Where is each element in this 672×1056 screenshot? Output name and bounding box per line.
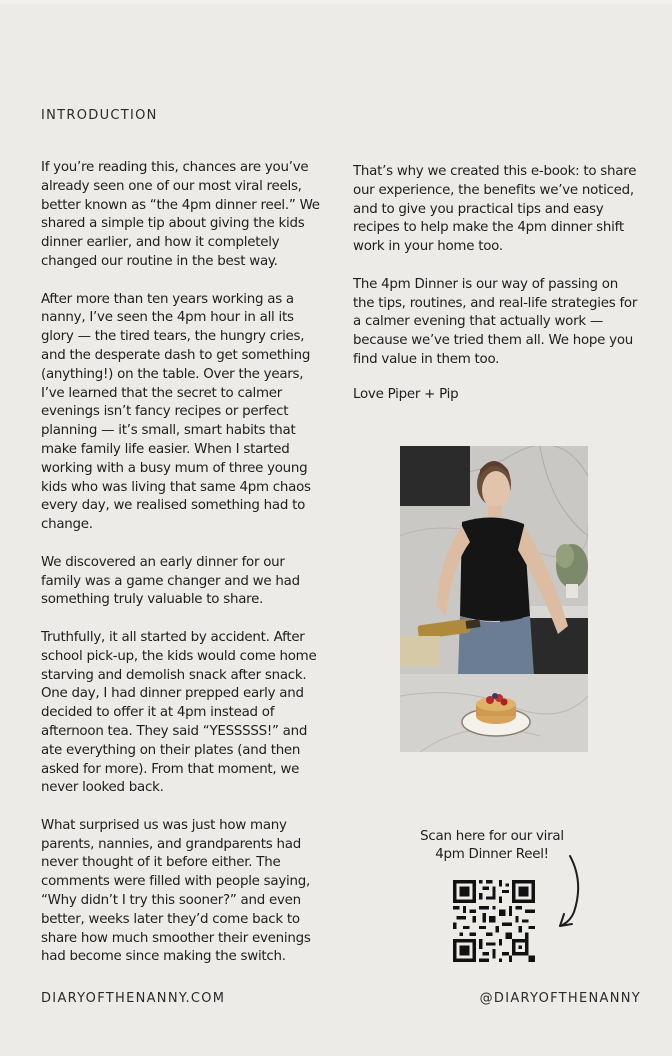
curved-arrow-icon	[548, 852, 588, 934]
qr-caption-line: 4pm Dinner Reel!	[435, 847, 549, 863]
paragraph: After more than ten years working as a nanny, I’ve seen the 4pm hour in all its glory — the tired tears, the hungry cries, and the desperate dash to get something (anything!) on the table. Over the years, I’ve learned that the secret to calmer evenings isn’t fancy recipes or perfect planning — it’s small, smart habits that make family life easier. When I started working with a busy mum of three young kids who was living that same 4pm chaos every day, we realised something had to change.	[41, 291, 311, 533]
signoff: Love Piper + Pip	[353, 387, 459, 402]
paragraph: Truthfully, it all started by accident. After school pick-up, the kids would come home starving and demolish snack after snack. One day, I had dinner prepped early and decided to offer it at 4pm instead of afternoon tea. They said “YESSSSS!” and ate everything on their plates (and then asked for more). From that moment, we never looked back.	[41, 629, 317, 796]
left-column	[41, 159, 327, 986]
paragraph: If you’re reading this, chances are you’ve already seen one of our most viral reels, better known as “the 4pm dinner reel.” We shared a simple tip about giving the kids dinner earlier, and how it completely changed our routine in the best way.	[41, 160, 320, 269]
right-column	[353, 163, 639, 389]
qr-code[interactable]	[453, 880, 535, 962]
section-heading: INTRODUCTION	[41, 108, 158, 123]
author-photo	[400, 446, 588, 752]
website-link[interactable]: DIARYOFTHENANNY.COM	[41, 991, 226, 1006]
paragraph: What surprised us was just how many parents, nannies, and grandparents had never thought of it before either. The comments were filled with people saying, “Why didn’t I try this sooner?” and even better, weeks later they’d come back to share how much smoother their evenings had become since making the switch.	[41, 817, 311, 965]
qr-caption-line: Scan here for our viral	[420, 829, 564, 844]
top-edge	[0, 0, 672, 4]
paragraph: That’s why we created this e-book: to share our experience, the benefits we’ve noticed, and to give you practical tips and easy recipes to help make the 4pm dinner shift work in your home too.	[353, 164, 637, 255]
paragraph: The 4pm Dinner is our way of passing on the tips, routines, and real-life strategies for a calmer evening that actually work — because we’ve tried them all. We hope you find value in them too.	[353, 276, 638, 367]
social-handle[interactable]: @DIARYOFTHENANNY	[479, 991, 641, 1006]
paragraph: We discovered an early dinner for our family was a game changer and we had something truly valuable to share.	[41, 554, 300, 608]
